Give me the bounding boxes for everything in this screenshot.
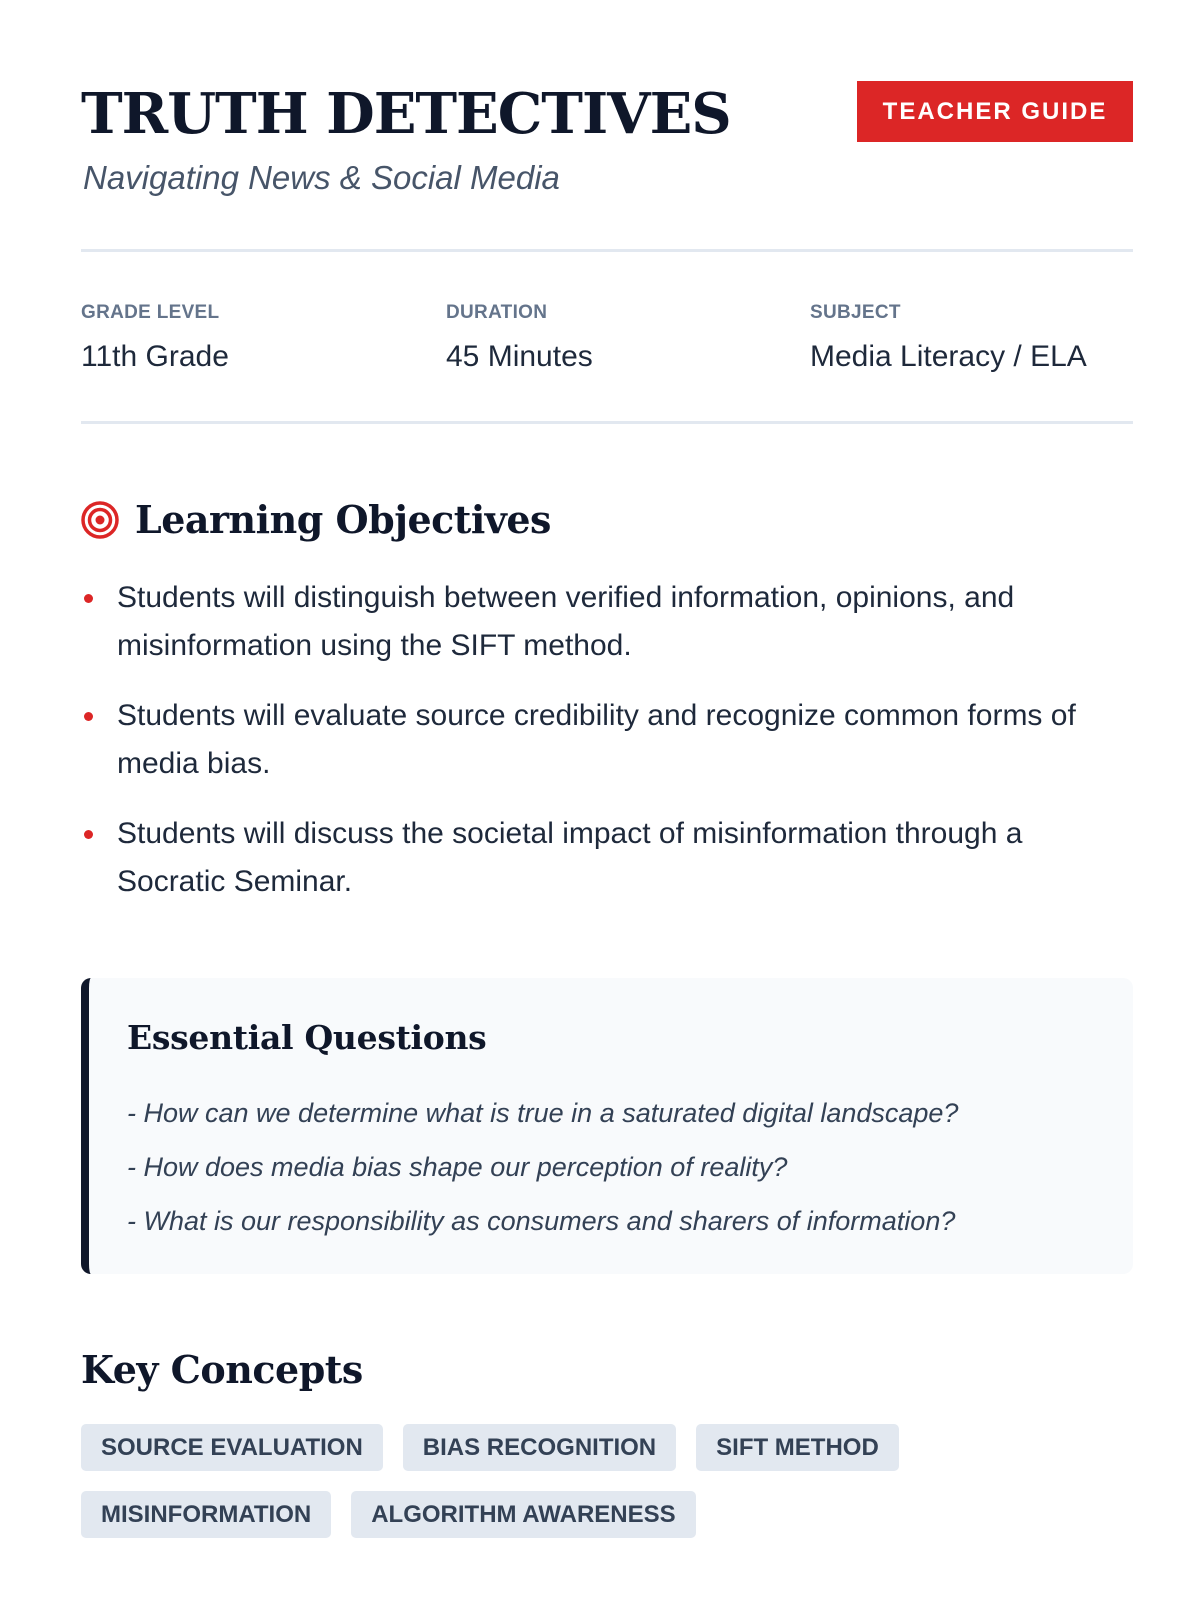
objective-text: Students will distinguish between verified information, opinions, and misinformation using the SIFT method. bbox=[117, 581, 1015, 662]
objectives-heading bbox=[81, 495, 551, 545]
page-subtitle: Navigating News & Social Media bbox=[83, 159, 560, 196]
concept-tag: ALGORITHM AWARENESS bbox=[351, 1491, 695, 1538]
objectives-title: Learning Objectives bbox=[135, 497, 551, 542]
page-title: TRUTH DETECTIVES bbox=[81, 81, 731, 147]
key-concepts-title: Key Concepts bbox=[81, 1347, 363, 1392]
bullet-dot bbox=[84, 830, 93, 839]
concept-tag: BIAS RECOGNITION bbox=[403, 1424, 676, 1471]
objective-text: Students will evaluate source credibility and recognize common forms of media bias. bbox=[117, 699, 1076, 780]
bullet-dot bbox=[84, 594, 93, 603]
divider-bottom bbox=[81, 421, 1133, 424]
question-item: - What is our responsibility as consumers and sharers of information? bbox=[127, 1206, 956, 1236]
concept-tag: SIFT METHOD bbox=[696, 1424, 899, 1471]
meta-subject-label: SUBJECT bbox=[810, 302, 901, 323]
lesson-plan-page bbox=[81, 0, 1133, 1528]
objectives-list bbox=[81, 574, 1133, 928]
meta-subject bbox=[810, 300, 1087, 376]
meta-duration-value: 45 Minutes bbox=[446, 340, 593, 373]
teacher-guide-button[interactable]: TEACHER GUIDE bbox=[857, 81, 1133, 142]
list-item bbox=[81, 810, 1133, 906]
objective-text: Students will discuss the societal impact of misinformation through a Socratic Seminar. bbox=[117, 817, 1023, 898]
meta-subject-value: Media Literacy / ELA bbox=[810, 340, 1087, 373]
target-icon bbox=[81, 501, 119, 539]
question-item: - How does media bias shape our perception of reality? bbox=[127, 1152, 788, 1182]
bullet-dot bbox=[84, 712, 93, 721]
meta-duration-label: DURATION bbox=[446, 302, 548, 323]
question-item: - How can we determine what is true in a saturated digital landscape? bbox=[127, 1098, 959, 1128]
list-item bbox=[81, 574, 1133, 670]
meta-duration bbox=[446, 300, 593, 376]
meta-grade bbox=[81, 300, 229, 376]
meta-grade-label: GRADE LEVEL bbox=[81, 302, 220, 323]
essential-questions-title: Essential Questions bbox=[127, 1018, 487, 1057]
concept-tag: MISINFORMATION bbox=[81, 1491, 331, 1538]
key-concepts-tags bbox=[81, 1424, 1133, 1538]
header bbox=[81, 0, 1133, 200]
essential-questions-panel bbox=[81, 978, 1133, 1274]
divider-top bbox=[81, 249, 1133, 252]
meta-row bbox=[81, 300, 1133, 380]
concept-tag: SOURCE EVALUATION bbox=[81, 1424, 383, 1471]
meta-grade-value: 11th Grade bbox=[81, 340, 229, 373]
essential-questions-list bbox=[127, 1086, 958, 1248]
list-item bbox=[81, 692, 1133, 788]
